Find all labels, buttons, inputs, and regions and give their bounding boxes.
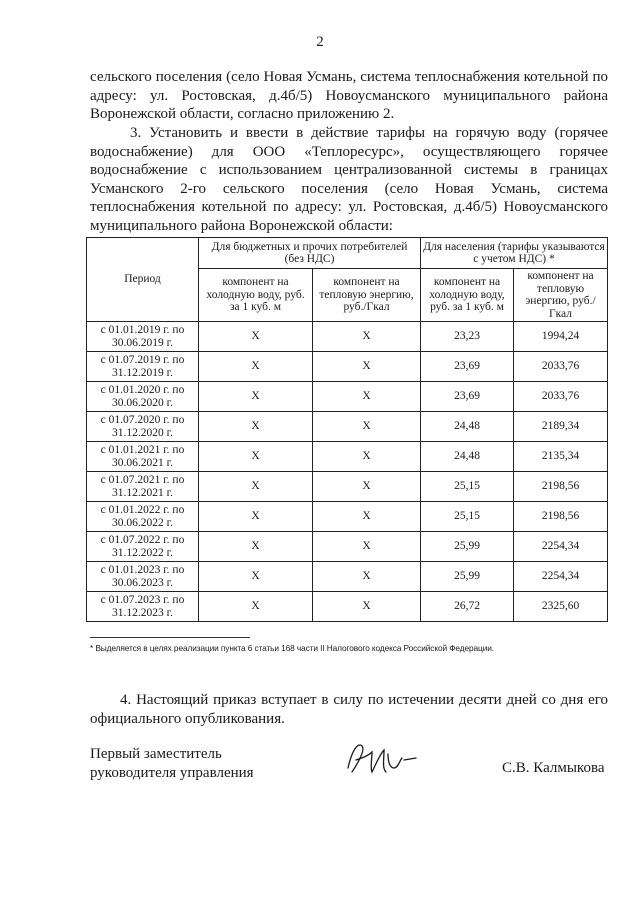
cell-heat-budget: Х — [313, 442, 421, 472]
cell-period: с 01.07.2019 г. по 31.12.2019 г. — [87, 352, 199, 382]
cell-cold-population: 23,69 — [421, 382, 514, 412]
cell-period: с 01.01.2023 г. по 30.06.2023 г. — [87, 562, 199, 592]
header-cold-budget: компонент на холодную воду, руб. за 1 куб. м — [199, 269, 313, 322]
paragraph-continuation: сельского поселения (село Новая Усмань, система теплоснабжения котельной по адресу: ул. Ростовская, д.4б/5) Новоусманского муниципального района Воронежской области, согласно приложению 2. — [90, 69, 608, 122]
cell-period: с 01.07.2020 г. по 31.12.2020 г. — [87, 412, 199, 442]
cell-heat-budget: Х — [313, 502, 421, 532]
table-row — [87, 382, 608, 412]
signer-title-line2: руководителя управления — [90, 765, 254, 781]
cell-cold-population: 24,48 — [421, 442, 514, 472]
table-row — [87, 442, 608, 472]
cell-heat-budget: Х — [313, 472, 421, 502]
cell-cold-budget: Х — [199, 502, 313, 532]
cell-cold-budget: Х — [199, 562, 313, 592]
table-row — [87, 352, 608, 382]
footnote-divider — [90, 637, 250, 638]
cell-cold-budget: Х — [199, 352, 313, 382]
cell-heat-population: 2033,76 — [514, 352, 608, 382]
cell-cold-population: 23,23 — [421, 322, 514, 352]
cell-heat-population: 2254,34 — [514, 532, 608, 562]
cell-cold-population: 25,99 — [421, 532, 514, 562]
table-row — [87, 322, 608, 352]
cell-period: с 01.01.2020 г. по 30.06.2020 г. — [87, 382, 199, 412]
signer-name: С.В. Калмыкова — [502, 760, 605, 776]
tariff-table — [86, 237, 608, 622]
cell-cold-budget: Х — [199, 382, 313, 412]
cell-period: с 01.07.2022 г. по 31.12.2022 г. — [87, 532, 199, 562]
cell-cold-population: 24,48 — [421, 412, 514, 442]
cell-cold-population: 25,15 — [421, 502, 514, 532]
cell-heat-population: 2198,56 — [514, 472, 608, 502]
cell-cold-population: 25,15 — [421, 472, 514, 502]
cell-heat-population: 1994,24 — [514, 322, 608, 352]
cell-period: с 01.01.2019 г. по 30.06.2019 г. — [87, 322, 199, 352]
cell-cold-budget: Х — [199, 532, 313, 562]
cell-heat-budget: Х — [313, 562, 421, 592]
header-heat-budget: компонент на тепловую энергию, руб./Гкал — [313, 269, 421, 322]
cell-heat-population: 2254,34 — [514, 562, 608, 592]
cell-heat-budget: Х — [313, 592, 421, 622]
table-row — [87, 472, 608, 502]
header-period: Период — [87, 238, 199, 322]
header-heat-population: компонент на тепловую энергию, руб./Гкал — [514, 269, 608, 322]
cell-cold-budget: Х — [199, 442, 313, 472]
cell-heat-population: 2033,76 — [514, 382, 608, 412]
signer-title — [90, 745, 254, 783]
cell-cold-budget: Х — [199, 472, 313, 502]
table-header-row — [87, 238, 608, 269]
cell-cold-population: 25,99 — [421, 562, 514, 592]
cell-heat-population: 2189,34 — [514, 412, 608, 442]
table-row — [87, 532, 608, 562]
cell-period: с 01.01.2022 г. по 30.06.2022 г. — [87, 502, 199, 532]
cell-cold-population: 23,69 — [421, 352, 514, 382]
footnote: * Выделяется в целях реализации пункта 6 статьи 168 части II Налогового кодекса Российской Федерации. — [90, 643, 494, 653]
cell-heat-population: 2135,34 — [514, 442, 608, 472]
header-population-group: Для населения (тарифы указываются с учетом НДС) * — [421, 238, 608, 269]
cell-period: с 01.07.2023 г. по 31.12.2023 г. — [87, 592, 199, 622]
cell-period: с 01.07.2021 г. по 31.12.2021 г. — [87, 472, 199, 502]
cell-cold-budget: Х — [199, 412, 313, 442]
cell-heat-budget: Х — [313, 412, 421, 442]
handwritten-signature — [342, 738, 422, 782]
table-row — [87, 412, 608, 442]
signer-title-line1: Первый заместитель — [90, 746, 222, 762]
cell-heat-budget: Х — [313, 382, 421, 412]
cell-cold-budget: Х — [199, 322, 313, 352]
table-row — [87, 592, 608, 622]
cell-cold-budget: Х — [199, 592, 313, 622]
table-row — [87, 502, 608, 532]
paragraph-3: 3. Установить и ввести в действие тарифы на горячую воду (горячее водоснабжение) для ООО «Теплоресурс», осуществляющего горячее водоснабжение с использованием централизованной системы в границах Усманского 2-го сельского поселения (село Новая Усмань, система теплоснабжения котельной по адресу: ул. Ростовская, д.4б/5) Новоусманского муниципального района Воронежской области: — [90, 125, 608, 234]
cell-heat-population: 2198,56 — [514, 502, 608, 532]
header-cold-population: компонент на холодную воду, руб. за 1 куб. м — [421, 269, 514, 322]
cell-heat-population: 2325,60 — [514, 592, 608, 622]
cell-heat-budget: Х — [313, 352, 421, 382]
cell-cold-population: 26,72 — [421, 592, 514, 622]
cell-period: с 01.01.2021 г. по 30.06.2021 г. — [87, 442, 199, 472]
paragraph-4: 4. Настоящий приказ вступает в силу по истечении десяти дней со дня его официального опубликования. — [90, 692, 608, 727]
header-budget-group: Для бюджетных и прочих потребителей (без НДС) — [199, 238, 421, 269]
cell-heat-budget: Х — [313, 322, 421, 352]
page-number: 2 — [316, 34, 324, 50]
table-row — [87, 562, 608, 592]
cell-heat-budget: Х — [313, 532, 421, 562]
